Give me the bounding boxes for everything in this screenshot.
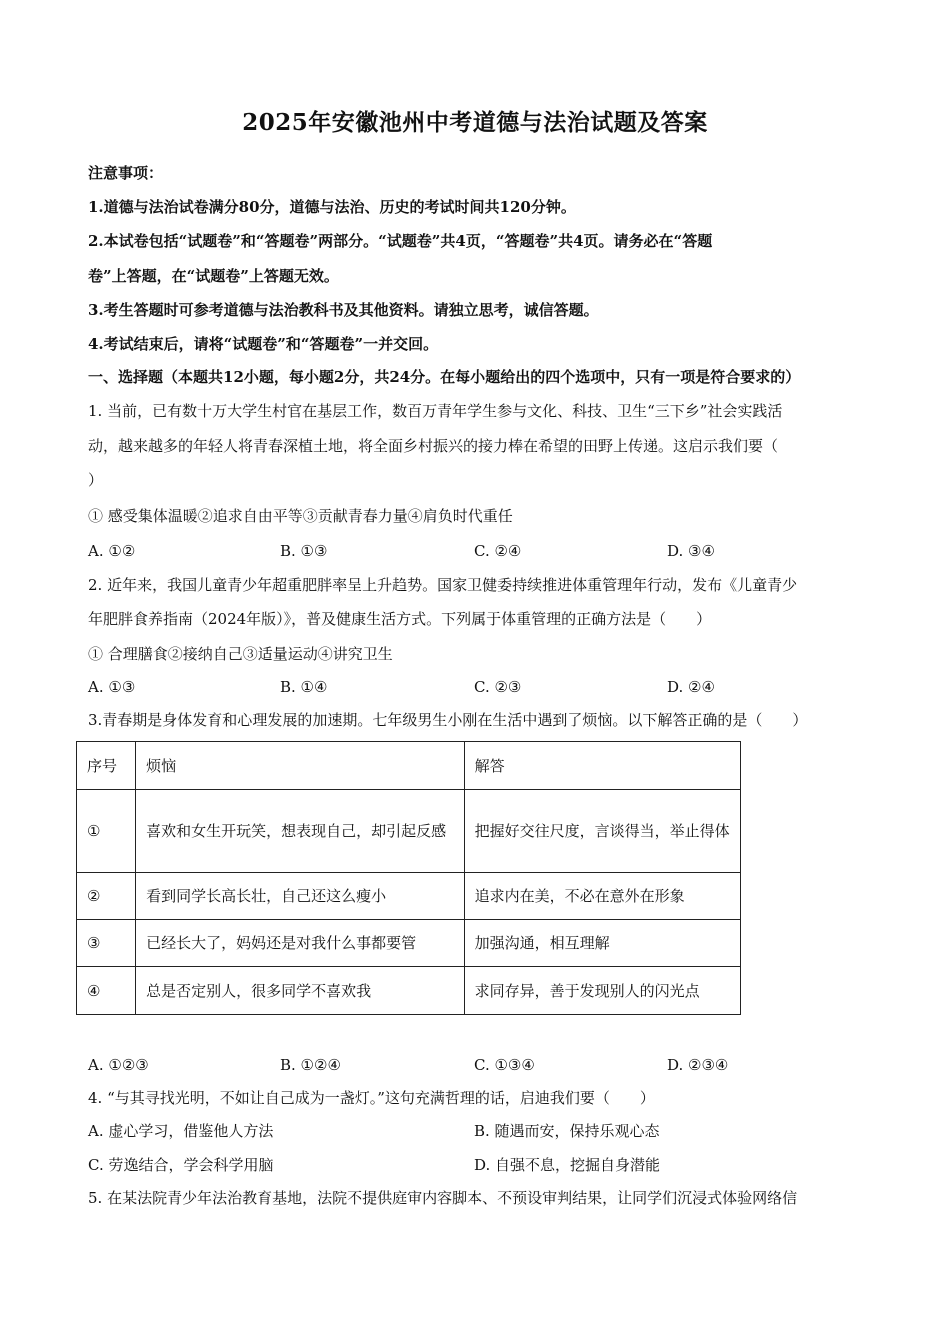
table-header-cell: 解答 (464, 742, 740, 790)
table-cell: 总是否定别人，很多同学不喜欢我 (136, 967, 464, 1015)
question-2-option-b: B. ①④ (280, 678, 328, 696)
question-3-stem: 3.青春期是身体发育和心理发展的加速期。七年级男生小刚在生活中遇到了烦恼。以下解答正确的是（ ） (88, 711, 808, 729)
question-3-option-c: C. ①③④ (474, 1056, 535, 1074)
table-row (77, 967, 741, 1015)
question-2-line: 年肥胖食养指南（2024年版）》，普及健康生活方式。下列属于体重管理的正确方法是（ ） (88, 610, 712, 628)
table-header-row (77, 742, 741, 790)
table-cell: ② (77, 873, 136, 920)
table-cell: 追求内在美，不必在意外在形象 (464, 873, 740, 920)
question-2-option-d: D. ②④ (667, 678, 715, 696)
table-row (77, 790, 741, 873)
question-4-option-d: D. 自强不息，挖掘自身潜能 (474, 1156, 661, 1174)
question-4-stem: 4. “与其寻找光明，不如让自己成为一盏灯。”这句充满哲理的话，启迪我们要（ ） (88, 1089, 655, 1107)
table-cell: 求同存异，善于发现别人的闪光点 (464, 967, 740, 1015)
question-2-option-c: C. ②③ (474, 678, 522, 696)
section-heading: 一、选择题（本题共12小题，每小题2分，共24分。在每小题给出的四个选项中，只有一项是符合要求的） (88, 368, 801, 386)
notice-item: 3.考生答题时可参考道德与法治教科书及其他资料。请独立思考，诚信答题。 (88, 301, 599, 319)
question-2-option-a: A. ①③ (88, 678, 136, 696)
table-row (77, 920, 741, 967)
question-1-line: 1. 当前，已有数十万大学生村官在基层工作，数百万青年学生参与文化、科技、卫生“三下乡”社会实践活 (88, 402, 783, 420)
table-row (77, 873, 741, 920)
notice-item: 1.道德与法治试卷满分80分，道德与法治、历史的考试时间共120分钟。 (88, 198, 576, 216)
table-header-cell: 序号 (77, 742, 136, 790)
question-2-statements: ① 合理膳食②接纳自己③适量运动④讲究卫生 (88, 645, 393, 663)
question-4-option-b: B. 随遇而安，保持乐观心态 (474, 1122, 660, 1140)
question-3-option-d: D. ②③④ (667, 1056, 729, 1074)
question-4-option-a: A. 虚心学习，借鉴他人方法 (88, 1122, 274, 1140)
table-cell: ③ (77, 920, 136, 967)
table-cell: 加强沟通，相互理解 (464, 920, 740, 967)
question-3-table (76, 741, 741, 1015)
page-title: 2025年安徽池州中考道德与法治试题及答案 (242, 109, 708, 136)
notice-heading: 注意事项： (88, 164, 164, 182)
question-2-line: 2. 近年来，我国儿童青少年超重肥胖率呈上升趋势。国家卫健委持续推进体重管理年行动，发布《儿童青少 (88, 576, 798, 594)
table-cell: ④ (77, 967, 136, 1015)
question-1-option-a: A. ①② (88, 542, 136, 560)
question-4-option-c: C. 劳逸结合，学会科学用脑 (88, 1156, 274, 1174)
table-header-cell: 烦恼 (136, 742, 464, 790)
table-cell: 已经长大了，妈妈还是对我什么事都要管 (136, 920, 464, 967)
table-cell: ① (77, 790, 136, 873)
question-1-option-d: D. ③④ (667, 542, 715, 560)
table-cell: 把握好交往尺度，言谈得当，举止得体 (464, 790, 740, 873)
question-5-stem: 5. 在某法院青少年法治教育基地，法院不提供庭审内容脚本、不预设审判结果，让同学们沉浸式体验网络信 (88, 1189, 798, 1207)
notice-item: 卷”上答题，在“试题卷”上答题无效。 (88, 267, 339, 285)
question-1-option-c: C. ②④ (474, 542, 522, 560)
table-cell: 看到同学长高长壮，自己还这么瘦小 (136, 873, 464, 920)
notice-item: 4.考试结束后，请将“试题卷”和“答题卷”一并交回。 (88, 335, 439, 353)
table-cell: 喜欢和女生开玩笑，想表现自己，却引起反感 (136, 790, 464, 873)
notice-item: 2.本试卷包括“试题卷”和“答题卷”两部分。“试题卷”共4页，“答题卷”共4页。请务必在“答题 (88, 232, 713, 250)
question-1-statements: ① 感受集体温暖②追求自由平等③贡献青春力量④肩负时代重任 (88, 507, 513, 525)
question-3-option-a: A. ①②③ (88, 1056, 149, 1074)
question-1-line: 动，越来越多的年轻人将青春深植土地，将全面乡村振兴的接力棒在希望的田野上传递。这启示我们要（ (88, 437, 779, 455)
question-1-option-b: B. ①③ (280, 542, 328, 560)
question-1-line: ） (88, 471, 104, 489)
question-3-option-b: B. ①②④ (280, 1056, 341, 1074)
